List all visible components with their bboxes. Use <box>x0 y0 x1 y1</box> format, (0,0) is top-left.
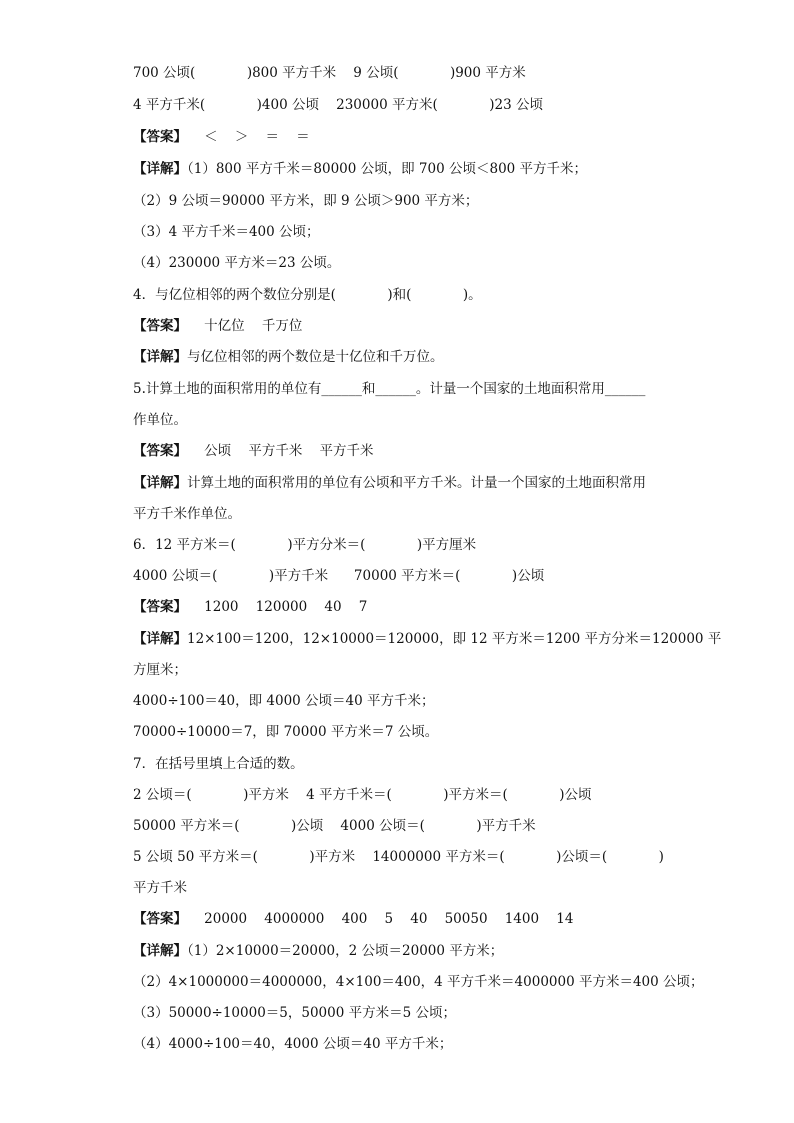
question-6: 6．12 平方米＝( )平方分米＝( )平方厘米 <box>133 537 477 553</box>
question-5: 5.计算土地的面积常用的单位有______和______。计量一个国家的土地面积常用______ <box>133 381 646 397</box>
explanation-line <box>133 159 587 179</box>
explanation-text: （1）800 平方千米＝80000 公顷，即 700 公顷＜800 平方千米； <box>187 161 588 177</box>
text-line: 70000÷10000＝7，即 70000 平方米＝7 公顷。 <box>133 724 439 740</box>
text-line: （2）4×1000000＝4000000，4×100＝400，4 平方千米＝4000000 平方米＝400 公顷； <box>133 974 704 990</box>
answer-line <box>133 441 374 461</box>
explanation-tag: 【详解】 <box>133 161 187 177</box>
text-line: （3）50000÷10000＝5，50000 平方米＝5 公顷； <box>133 1005 456 1021</box>
text-line: （4）4000÷100＝40，4000 公顷＝40 平方千米； <box>133 1036 453 1052</box>
text-line: 4000 公顷＝( )平方千米 70000 平方米＝( )公顷 <box>133 568 545 584</box>
explanation-text: 12×100＝1200，12×10000＝120000，即 12 平方米＝1200 平方分米＝120000 平 <box>187 631 722 647</box>
question-4: 4．与亿位相邻的两个数位分别是( )和( )。 <box>133 287 482 303</box>
answer-tag: 【答案】 <box>133 129 187 145</box>
text-line: 50000 平方米＝( )公顷 4000 公顷＝( )平方千米 <box>133 818 536 834</box>
explanation-tag: 【详解】 <box>133 349 187 365</box>
answer-line <box>133 909 573 929</box>
explanation-text: 与亿位相邻的两个数位是十亿位和千万位。 <box>187 349 444 365</box>
explanation-tag: 【详解】 <box>133 475 187 491</box>
answer-text: 1200 120000 40 7 <box>187 599 368 615</box>
explanation-tag: 【详解】 <box>133 943 187 959</box>
question-7: 7．在括号里填上合适的数。 <box>133 756 304 772</box>
answer-tag: 【答案】 <box>133 911 187 927</box>
answer-tag: 【答案】 <box>133 318 187 334</box>
answer-text: 十亿位 千万位 <box>187 318 303 334</box>
text-line: （2）9 公顷＝90000 平方米，即 9 公顷＞900 平方米； <box>133 193 479 209</box>
answer-text: ＜ ＞ ＝ ＝ <box>187 129 310 145</box>
text-line: 4000÷100＝40，即 4000 公顷＝40 平方千米； <box>133 693 435 709</box>
text-line: （4）230000 平方米＝23 公顷。 <box>133 255 341 271</box>
explanation-line <box>133 941 503 961</box>
text-line: （3）4 平方千米＝400 公顷； <box>133 224 320 240</box>
answer-tag: 【答案】 <box>133 443 187 459</box>
explanation-line <box>133 629 721 649</box>
explanation-line <box>133 347 444 367</box>
text-line: 平方千米 <box>133 880 187 896</box>
text-line: 5 公顷 50 平方米＝( )平方米 14000000 平方米＝( )公顷＝( ) <box>133 849 664 865</box>
explanation-text: 计算土地的面积常用的单位有公顷和平方千米。计量一个国家的土地面积常用 <box>187 475 646 491</box>
answer-text: 公顷 平方千米 平方千米 <box>187 443 374 459</box>
explanation-line <box>133 473 646 493</box>
answer-line <box>133 316 302 336</box>
text-line: 作单位。 <box>133 412 187 428</box>
explanation-tag: 【详解】 <box>133 631 187 647</box>
answer-tag: 【答案】 <box>133 599 187 615</box>
text-line: 平方千米作单位。 <box>133 506 241 522</box>
explanation-text: （1）2×10000＝20000，2 公顷＝20000 平方米； <box>187 943 504 959</box>
answer-text: 20000 4000000 400 5 40 50050 1400 14 <box>187 911 574 927</box>
text-line: 方厘米； <box>133 662 187 678</box>
text-line: 4 平方千米( )400 公顷 230000 平方米( )23 公顷 <box>133 97 543 113</box>
text-line: 700 公顷( )800 平方千米 9 公顷( )900 平方米 <box>133 65 526 81</box>
answer-line <box>133 597 367 617</box>
text-line: 2 公顷＝( )平方米 4 平方千米＝( )平方米＝( )公顷 <box>133 787 592 803</box>
answer-line <box>133 127 310 147</box>
